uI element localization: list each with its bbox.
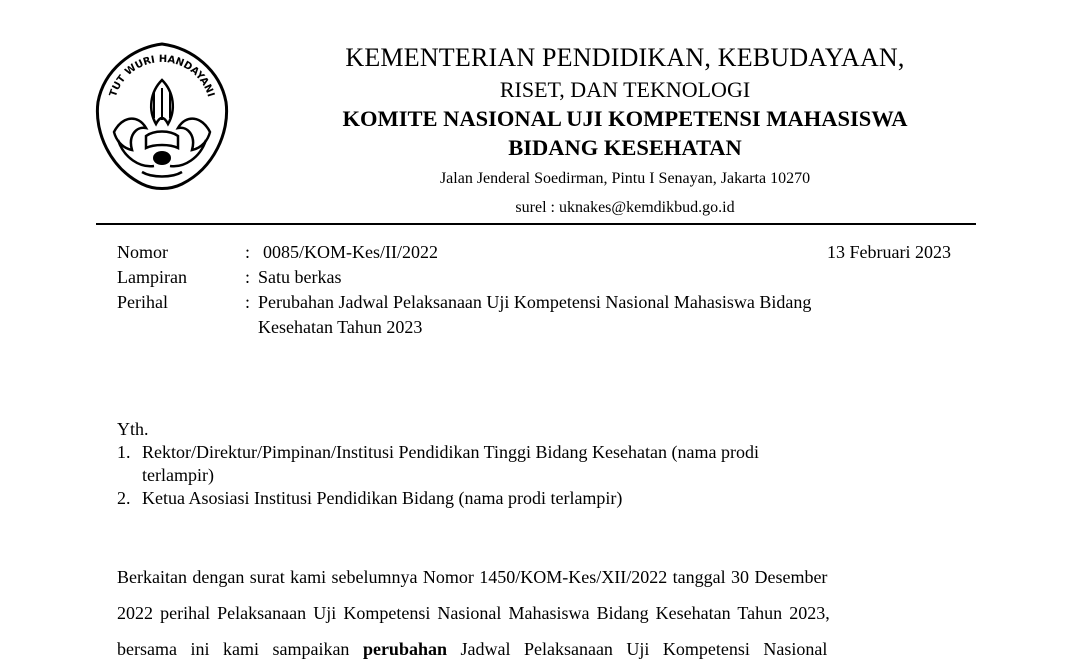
list-item-line: terlampir)	[142, 465, 214, 485]
nomor-row	[117, 240, 957, 265]
body-line-3-before: bersama ini kami sampaikan	[117, 639, 350, 659]
body-line-3	[117, 639, 952, 660]
address-line: Jalan Jenderal Soedirman, Pintu I Senayan, Jakarta 10270	[439, 170, 811, 187]
body-line-3-after: Jadwal Pelaksanaan Uji Kompetensi Nasional	[460, 639, 828, 659]
perihal-value-line1: Perubahan Jadwal Pelaksanaan Uji Kompetensi Nasional Mahasiswa Bidang	[258, 292, 812, 312]
tut-wuri-handayani-logo	[92, 40, 232, 192]
lampiran-value: Satu berkas	[258, 267, 342, 287]
lampiran-row	[117, 265, 957, 290]
recipients	[117, 418, 917, 510]
letterhead-divider	[96, 223, 976, 225]
svg-text:TUT WURI HANDAYANI: TUT WURI HANDAYANI	[108, 53, 217, 99]
lampiran-label: Lampiran	[117, 267, 187, 287]
email-line: surel : uknakes@kemdikbud.go.id	[515, 199, 735, 216]
ministry-title-line2: RISET, DAN TEKNOLOGI	[499, 77, 751, 102]
perihal-value-line2: Kesehatan Tahun 2023	[258, 317, 423, 337]
list-item	[117, 487, 917, 510]
body-line-3-bold: perubahan	[362, 639, 447, 659]
nomor-colon: :	[245, 242, 251, 262]
list-item-line: Rektor/Direktur/Pimpinan/Institusi Pendidikan Tinggi Bidang Kesehatan (nama prodi	[142, 442, 759, 462]
perihal-colon: :	[245, 292, 251, 312]
nomor-value: 0085/KOM-Kes/II/2022	[263, 242, 438, 262]
lampiran-colon: :	[245, 267, 251, 287]
list-item-number: 2.	[117, 488, 131, 508]
perihal-label: Perihal	[117, 292, 168, 312]
ministry-title-line1: KEMENTERIAN PENDIDIKAN, KEBUDAYAAN,	[345, 43, 905, 72]
list-item-number: 1.	[117, 442, 131, 462]
committee-title-line2: BIDANG KESEHATAN	[508, 135, 742, 160]
letter-date: 13 Februari 2023	[827, 242, 951, 262]
list-item	[117, 441, 917, 487]
list-item-line: Ketua Asosiasi Institusi Pendidikan Bidang (nama prodi terlampir)	[142, 488, 623, 508]
perihal-row-continued	[117, 315, 957, 340]
committee-title-line1: KOMITE NASIONAL UJI KOMPETENSI MAHASISWA	[342, 106, 908, 131]
perihal-row	[117, 290, 957, 315]
body-line-2: 2022 perihal Pelaksanaan Uji Kompetensi Nasional Mahasiswa Bidang Kesehatan Tahun 2023,	[117, 603, 830, 623]
nomor-label: Nomor	[117, 242, 168, 262]
body-line-1: Berkaitan dengan surat kami sebelumnya Nomor 1450/KOM-Kes/XII/2022 tanggal 30 Desember	[117, 567, 828, 587]
letter-meta	[117, 240, 957, 340]
salutation: Yth.	[117, 419, 149, 439]
